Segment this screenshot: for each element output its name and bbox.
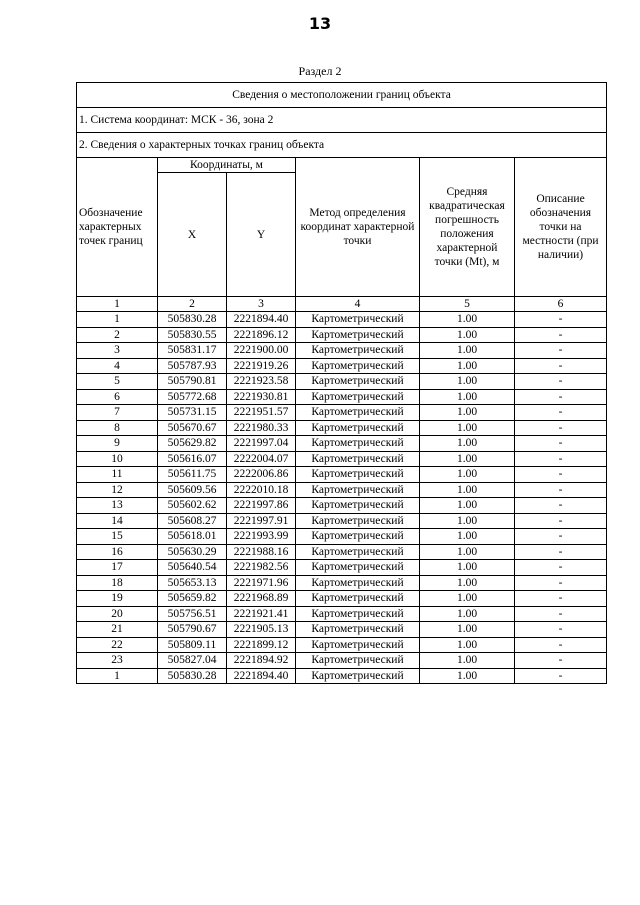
- method-cell: Картометрический: [296, 637, 420, 653]
- coord-x-cell: 505629.82: [158, 436, 227, 452]
- coord-x-cell: 505609.56: [158, 482, 227, 498]
- coord-y-cell: 2221899.12: [227, 637, 296, 653]
- point-designation-cell: 17: [77, 560, 158, 576]
- point-designation-cell: 7: [77, 405, 158, 421]
- table-row: [77, 622, 607, 638]
- coord-y-cell: 2221923.58: [227, 374, 296, 390]
- coord-x-cell: 505772.68: [158, 389, 227, 405]
- method-cell: Картометрический: [296, 622, 420, 638]
- error-mt-cell: 1.00: [420, 327, 515, 343]
- coord-y-cell: 2221971.96: [227, 575, 296, 591]
- method-cell: Картометрический: [296, 653, 420, 669]
- coord-y-cell: 2221993.99: [227, 529, 296, 545]
- header-description: Описание обозначения точки на местности (при наличии): [515, 158, 607, 297]
- description-cell: -: [515, 560, 607, 576]
- point-designation-cell: 15: [77, 529, 158, 545]
- table-row: [77, 420, 607, 436]
- point-designation-cell: 22: [77, 637, 158, 653]
- coord-y-cell: 2221930.81: [227, 389, 296, 405]
- description-cell: -: [515, 451, 607, 467]
- method-cell: Картометрический: [296, 560, 420, 576]
- error-mt-cell: 1.00: [420, 529, 515, 545]
- table-row: [77, 591, 607, 607]
- error-mt-cell: 1.00: [420, 606, 515, 622]
- description-cell: -: [515, 575, 607, 591]
- error-mt-cell: 1.00: [420, 591, 515, 607]
- description-cell: -: [515, 668, 607, 684]
- coord-x-cell: 505616.07: [158, 451, 227, 467]
- header-x: X: [158, 173, 227, 297]
- description-cell: -: [515, 637, 607, 653]
- header-designation: Обозначение характерных точек границ: [77, 158, 158, 297]
- description-cell: -: [515, 405, 607, 421]
- column-number: 2: [158, 297, 227, 312]
- point-designation-cell: 9: [77, 436, 158, 452]
- method-cell: Картометрический: [296, 358, 420, 374]
- column-number: 5: [420, 297, 515, 312]
- point-designation-cell: 2: [77, 327, 158, 343]
- coord-y-cell: 2221921.41: [227, 606, 296, 622]
- coord-y-cell: 2221968.89: [227, 591, 296, 607]
- method-cell: Картометрический: [296, 467, 420, 483]
- coord-x-cell: 505756.51: [158, 606, 227, 622]
- coord-x-cell: 505618.01: [158, 529, 227, 545]
- page-number: 13: [308, 14, 332, 33]
- point-designation-cell: 14: [77, 513, 158, 529]
- coord-y-cell: 2221951.57: [227, 405, 296, 421]
- coord-x-cell: 505731.15: [158, 405, 227, 421]
- error-mt-cell: 1.00: [420, 668, 515, 684]
- table-row: [77, 451, 607, 467]
- method-cell: Картометрический: [296, 451, 420, 467]
- description-cell: -: [515, 436, 607, 452]
- error-mt-cell: 1.00: [420, 343, 515, 359]
- table-row: [77, 327, 607, 343]
- point-designation-cell: 16: [77, 544, 158, 560]
- point-designation-cell: 11: [77, 467, 158, 483]
- error-mt-cell: 1.00: [420, 358, 515, 374]
- coord-x-cell: 505790.81: [158, 374, 227, 390]
- coord-x-cell: 505611.75: [158, 467, 227, 483]
- table-row: [77, 637, 607, 653]
- header-error: Средняя квадратическая погрешность положения характерной точки (Mt), м: [420, 158, 515, 297]
- method-cell: Картометрический: [296, 575, 420, 591]
- description-cell: -: [515, 591, 607, 607]
- point-designation-cell: 19: [77, 591, 158, 607]
- column-number-row: [77, 297, 607, 312]
- table-row: [77, 606, 607, 622]
- column-number: 1: [77, 297, 158, 312]
- method-cell: Картометрический: [296, 606, 420, 622]
- coord-y-cell: 2221894.40: [227, 312, 296, 328]
- method-cell: Картометрический: [296, 498, 420, 514]
- method-cell: Картометрический: [296, 668, 420, 684]
- table-row: [77, 358, 607, 374]
- description-cell: -: [515, 343, 607, 359]
- error-mt-cell: 1.00: [420, 436, 515, 452]
- coord-y-cell: 2221894.92: [227, 653, 296, 669]
- point-designation-cell: 1: [77, 668, 158, 684]
- error-mt-cell: 1.00: [420, 374, 515, 390]
- table-row: [77, 513, 607, 529]
- column-number: 3: [227, 297, 296, 312]
- table-row: [77, 575, 607, 591]
- point-designation-cell: 6: [77, 389, 158, 405]
- description-cell: -: [515, 420, 607, 436]
- coord-y-cell: 2221997.86: [227, 498, 296, 514]
- boundary-points-table: [76, 82, 607, 684]
- table-row: [77, 668, 607, 684]
- coord-y-cell: 2221980.33: [227, 420, 296, 436]
- point-designation-cell: 10: [77, 451, 158, 467]
- table-row: [77, 498, 607, 514]
- coord-x-cell: 505608.27: [158, 513, 227, 529]
- coordinate-system-line: 1. Система координат: МСК - 36, зона 2: [77, 108, 607, 133]
- method-cell: Картометрический: [296, 312, 420, 328]
- coord-x-cell: 505602.62: [158, 498, 227, 514]
- description-cell: -: [515, 358, 607, 374]
- table-row: [77, 544, 607, 560]
- point-designation-cell: 18: [77, 575, 158, 591]
- method-cell: Картометрический: [296, 405, 420, 421]
- description-cell: -: [515, 544, 607, 560]
- description-cell: -: [515, 482, 607, 498]
- error-mt-cell: 1.00: [420, 482, 515, 498]
- method-cell: Картометрический: [296, 374, 420, 390]
- coord-x-cell: 505659.82: [158, 591, 227, 607]
- description-cell: -: [515, 312, 607, 328]
- coord-y-cell: 2221896.12: [227, 327, 296, 343]
- point-designation-cell: 5: [77, 374, 158, 390]
- description-cell: -: [515, 389, 607, 405]
- column-number: 4: [296, 297, 420, 312]
- error-mt-cell: 1.00: [420, 420, 515, 436]
- table-row: [77, 529, 607, 545]
- error-mt-cell: 1.00: [420, 560, 515, 576]
- coord-x-cell: 505831.17: [158, 343, 227, 359]
- description-cell: -: [515, 606, 607, 622]
- error-mt-cell: 1.00: [420, 653, 515, 669]
- section-label: Раздел 2: [298, 64, 342, 78]
- coord-x-cell: 505670.67: [158, 420, 227, 436]
- table-row: [77, 560, 607, 576]
- coord-x-cell: 505809.11: [158, 637, 227, 653]
- points-section-line: 2. Сведения о характерных точках границ объекта: [77, 133, 607, 158]
- header-method: Метод определения координат характерной точки: [296, 158, 420, 297]
- coord-x-cell: 505830.28: [158, 312, 227, 328]
- point-designation-cell: 1: [77, 312, 158, 328]
- method-cell: Картометрический: [296, 420, 420, 436]
- header-coordinates: Координаты, м: [158, 158, 296, 173]
- error-mt-cell: 1.00: [420, 389, 515, 405]
- table-row: [77, 374, 607, 390]
- description-cell: -: [515, 327, 607, 343]
- coord-y-cell: 2221997.91: [227, 513, 296, 529]
- description-cell: -: [515, 513, 607, 529]
- method-cell: Картометрический: [296, 482, 420, 498]
- table-body: [77, 312, 607, 684]
- coord-x-cell: 505830.28: [158, 668, 227, 684]
- point-designation-cell: 3: [77, 343, 158, 359]
- point-designation-cell: 12: [77, 482, 158, 498]
- description-cell: -: [515, 622, 607, 638]
- point-designation-cell: 21: [77, 622, 158, 638]
- table-row: [77, 389, 607, 405]
- error-mt-cell: 1.00: [420, 498, 515, 514]
- description-cell: -: [515, 498, 607, 514]
- point-designation-cell: 8: [77, 420, 158, 436]
- method-cell: Картометрический: [296, 513, 420, 529]
- coord-y-cell: 2222010.18: [227, 482, 296, 498]
- table-title: Сведения о местоположении границ объекта: [77, 83, 607, 108]
- table-row: [77, 653, 607, 669]
- description-cell: -: [515, 653, 607, 669]
- coord-y-cell: 2221982.56: [227, 560, 296, 576]
- description-cell: -: [515, 374, 607, 390]
- table-row: [77, 482, 607, 498]
- coord-y-cell: 2221905.13: [227, 622, 296, 638]
- method-cell: Картометрический: [296, 327, 420, 343]
- error-mt-cell: 1.00: [420, 513, 515, 529]
- point-designation-cell: 13: [77, 498, 158, 514]
- method-cell: Картометрический: [296, 389, 420, 405]
- error-mt-cell: 1.00: [420, 575, 515, 591]
- method-cell: Картометрический: [296, 544, 420, 560]
- coord-y-cell: 2221919.26: [227, 358, 296, 374]
- header-y: Y: [227, 173, 296, 297]
- coord-x-cell: 505827.04: [158, 653, 227, 669]
- coord-y-cell: 2221988.16: [227, 544, 296, 560]
- description-cell: -: [515, 467, 607, 483]
- point-designation-cell: 23: [77, 653, 158, 669]
- coord-x-cell: 505640.54: [158, 560, 227, 576]
- coord-y-cell: 2222006.86: [227, 467, 296, 483]
- coord-y-cell: 2222004.07: [227, 451, 296, 467]
- error-mt-cell: 1.00: [420, 544, 515, 560]
- table-row: [77, 405, 607, 421]
- coord-x-cell: 505787.93: [158, 358, 227, 374]
- method-cell: Картометрический: [296, 343, 420, 359]
- table-row: [77, 467, 607, 483]
- point-designation-cell: 4: [77, 358, 158, 374]
- coord-x-cell: 505630.29: [158, 544, 227, 560]
- error-mt-cell: 1.00: [420, 312, 515, 328]
- column-number: 6: [515, 297, 607, 312]
- coord-y-cell: 2221900.00: [227, 343, 296, 359]
- coord-x-cell: 505653.13: [158, 575, 227, 591]
- error-mt-cell: 1.00: [420, 451, 515, 467]
- coord-x-cell: 505830.55: [158, 327, 227, 343]
- error-mt-cell: 1.00: [420, 405, 515, 421]
- coord-y-cell: 2221894.40: [227, 668, 296, 684]
- table-row: [77, 343, 607, 359]
- method-cell: Картометрический: [296, 529, 420, 545]
- error-mt-cell: 1.00: [420, 467, 515, 483]
- coord-y-cell: 2221997.04: [227, 436, 296, 452]
- method-cell: Картометрический: [296, 591, 420, 607]
- point-designation-cell: 20: [77, 606, 158, 622]
- table-row: [77, 312, 607, 328]
- table-row: [77, 436, 607, 452]
- coord-x-cell: 505790.67: [158, 622, 227, 638]
- error-mt-cell: 1.00: [420, 622, 515, 638]
- description-cell: -: [515, 529, 607, 545]
- error-mt-cell: 1.00: [420, 637, 515, 653]
- method-cell: Картометрический: [296, 436, 420, 452]
